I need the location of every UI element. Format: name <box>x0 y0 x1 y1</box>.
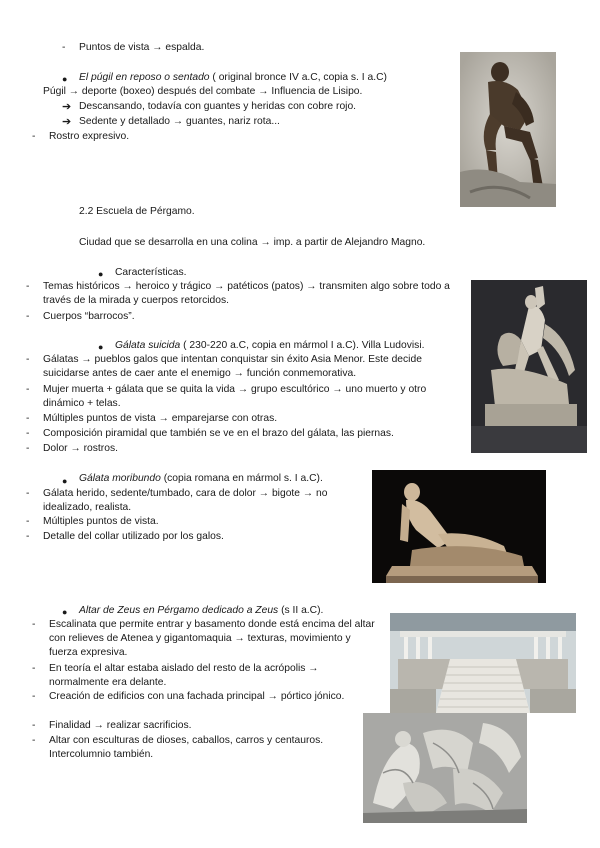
arrow-icon: ➔ <box>62 116 72 128</box>
list-dash: - <box>26 516 30 527</box>
temas-item: Temas históricos → heroico y trágico → patéticos (patos) → transmiten algo sobre todo a través de la mirada y cuerpos retorcidos. <box>43 281 450 306</box>
list-dash: - <box>32 735 36 746</box>
list-dash: - <box>26 531 30 542</box>
rostro-line: Rostro expresivo. <box>49 131 130 142</box>
bullet-icon: ● <box>62 74 68 84</box>
galata-suicida-item: Dolor → rostros. <box>43 443 118 454</box>
list-dash: - <box>32 691 36 702</box>
galata-moribundo-rest: (copia romana en mármol s. I a.C). <box>160 473 323 484</box>
list-dash: - <box>26 354 30 365</box>
galata-suicida-title-line <box>115 339 424 353</box>
gigantomaquia-relief-image <box>363 713 527 823</box>
altar-item: En teoría el altar estaba aislado del resto de la acrópolis → normalmente era delante. <box>49 663 319 688</box>
list-dash: - <box>32 720 36 731</box>
pergamo-intro: Ciudad que se desarrolla en una colina → imp. a partir de Alejandro Magno. <box>79 237 426 248</box>
pugil-title-line <box>79 71 387 85</box>
arrow-icon: ➔ <box>62 101 72 113</box>
galata-moribundo-item: Múltiples puntos de vista. <box>43 516 159 527</box>
galata-suicida-title: Gálata suicida <box>115 340 181 351</box>
altar-item: Creación de edificios con una fachada principal → pórtico jónico. <box>49 691 345 702</box>
pugil-rest: ( original bronce IV a.C, copia s. I a.C) <box>212 72 387 83</box>
list-dash: - <box>32 619 36 630</box>
list-dash: - <box>62 42 66 53</box>
altar-building-image <box>390 613 576 713</box>
pugil-title: El púgil en reposo o sentado <box>79 72 210 83</box>
pugil-sub1: Descansando, todavía con guantes y heridas con cobre rojo. <box>79 101 357 112</box>
galata-suicida-image <box>471 280 587 453</box>
list-dash: - <box>26 384 30 395</box>
bullet-icon: ● <box>98 269 104 279</box>
vista-line: Puntos de vista → espalda. <box>79 42 205 53</box>
galata-suicida-item: Composición piramidal que también se ve en el brazo del gálata, las piernas. <box>43 428 394 439</box>
list-dash: - <box>26 311 30 322</box>
list-dash: - <box>26 281 30 292</box>
galata-moribundo-title-line <box>79 472 323 486</box>
list-dash: - <box>32 663 36 674</box>
altar-title: Altar de Zeus en Pérgamo dedicado a Zeus <box>79 605 279 616</box>
list-dash: - <box>26 488 30 499</box>
altar-item: Finalidad → realizar sacrificios. <box>49 720 192 731</box>
galata-moribundo-item: Detalle del collar utilizado por los galos. <box>43 531 224 542</box>
caracteristicas-label: Características. <box>115 267 187 278</box>
pugil-sub2: Sedente y detallado → guantes, nariz rota... <box>79 116 280 127</box>
galata-suicida-rest: ( 230-220 a.C, copia en mármol I a.C). Villa Ludovisi. <box>183 340 425 351</box>
galata-suicida-item: Gálatas → pueblos galos que intentan conquistar sin éxito Asia Menor. Este decide suicidarse antes de caer ante el enemigo → función conmemorativa. <box>43 354 422 379</box>
pugil-line2: Púgil → deporte (boxeo) después del combate → Influencia de Lisipo. <box>43 86 363 97</box>
list-dash: - <box>26 443 30 454</box>
cuerpos-item: Cuerpos “barrocos”. <box>43 311 135 322</box>
altar-title-line <box>79 604 323 618</box>
galata-moribundo-item: Gálata herido, sedente/tumbado, cara de dolor → bigote → no idealizado, realista. <box>43 488 328 513</box>
list-dash: - <box>26 413 30 424</box>
altar-rest: (s II a.C). <box>278 605 324 616</box>
galata-moribundo-title: Gálata moribundo <box>79 473 161 484</box>
list-dash: - <box>26 428 30 439</box>
altar-item: Escalinata que permite entrar y basamento donde está encima del altar con relieves de Atenea y gigantomaquia → texturas, movimiento y fuerza expresiva. <box>49 619 375 658</box>
altar-item: Altar con esculturas de dioses, caballos, carros y centauros. Intercolumnio también. <box>49 735 324 760</box>
section-heading: 2.2 Escuela de Pérgamo. <box>79 206 195 217</box>
bullet-icon: ● <box>62 476 68 486</box>
galata-suicida-item: Mujer muerta + gálata que se quita la vida → grupo escultórico → uno muerto y otro dinámico + telas. <box>43 384 427 409</box>
bullet-icon: ● <box>98 342 104 352</box>
galata-moribundo-image <box>372 470 546 583</box>
galata-suicida-item: Múltiples puntos de vista → emparejarse con otras. <box>43 413 278 424</box>
pugil-statue-image <box>460 52 556 207</box>
list-dash: - <box>32 131 36 142</box>
bullet-icon: ● <box>62 607 68 617</box>
